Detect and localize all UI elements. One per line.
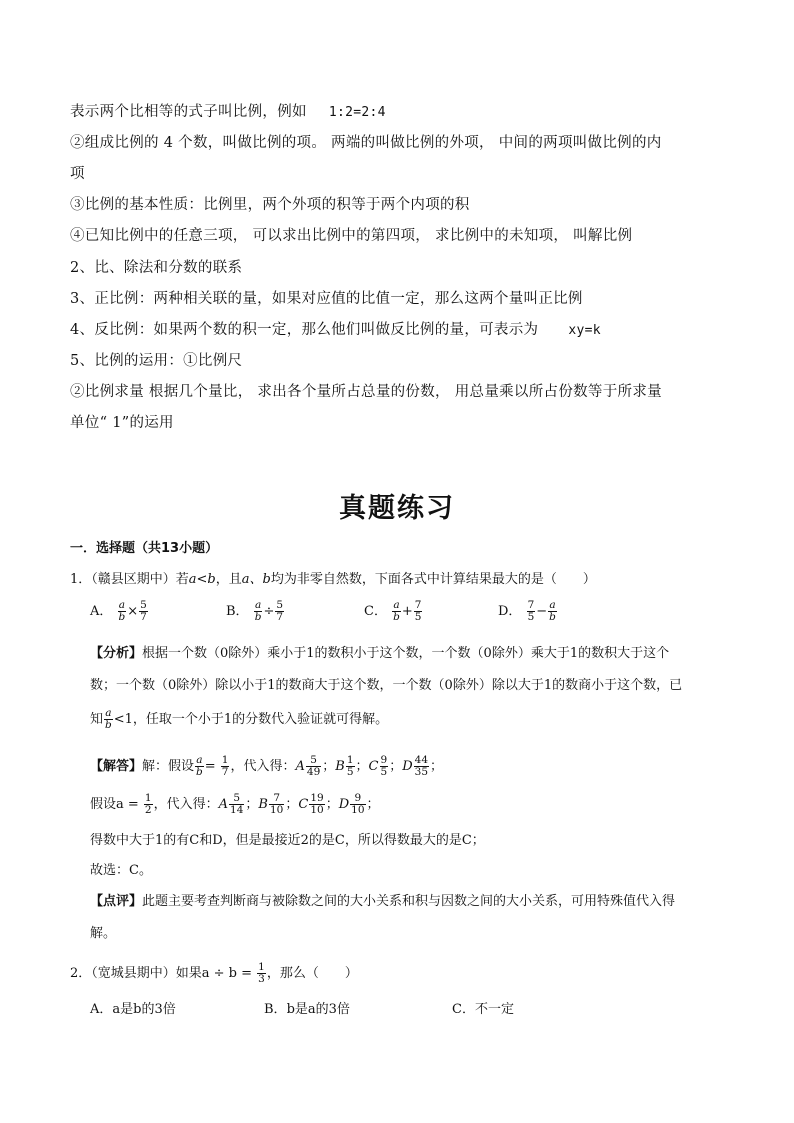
operator: − xyxy=(536,604,548,619)
q1-condition: a<b xyxy=(188,572,216,587)
kp-formula: xy=k xyxy=(568,323,601,338)
comment-label: 【点评】 xyxy=(90,894,143,909)
kp-text: 4、反比例：如果两个数的积一定，那么他们叫做反比例的量，可表示为 xyxy=(70,322,539,338)
fraction-a-b: $\frac{a}{b}$ xyxy=(254,599,262,623)
separator: ； xyxy=(366,797,380,812)
result-key: C xyxy=(368,759,379,774)
q1-answer-line-1 xyxy=(90,755,443,778)
fraction: $\frac{1}{3}$ xyxy=(258,961,265,985)
kp-line-5: ④已知比例中的任意三项， 可以求出比例中的第四项， 求比例中的未知项， 叫解比例 xyxy=(70,228,633,244)
fraction-a-b: $\frac{a}{b}$ xyxy=(118,599,126,623)
separator: ； xyxy=(285,797,299,812)
comment-text: 此题主要考查判断商与被除数之间的大小关系和积与因数之间的大小关系，可用特殊值代入得 xyxy=(142,894,676,909)
kp-line-11: 单位“ 1”的运用 xyxy=(70,415,174,431)
result-fraction: $\frac{9}{10}$ xyxy=(351,792,365,816)
q1-stem-pre: 1．（赣县区期中）若 xyxy=(70,572,189,587)
fraction: $\frac{5}{7}$ xyxy=(276,599,284,623)
fraction-a-b: $\frac{a}{b}$ xyxy=(105,707,112,731)
kp-line-1 xyxy=(70,102,386,123)
operator: + xyxy=(401,604,413,619)
q1-answer-line-2 xyxy=(90,793,380,816)
separator: ； xyxy=(325,797,339,812)
q1-analysis-line-3 xyxy=(90,708,388,731)
q1-stem-mid: ，且 xyxy=(215,572,242,587)
result-fraction: $\frac{9}{5}$ xyxy=(380,754,388,778)
option-label: B． xyxy=(226,604,249,619)
q1-comment-line-1 xyxy=(90,893,675,911)
operator: ÷ xyxy=(263,604,275,619)
separator: ； xyxy=(430,759,444,774)
answer-text: ，代入得： xyxy=(230,759,296,774)
fraction: $\frac{1}{2}$ xyxy=(144,792,152,816)
option-text: b是a的3倍 xyxy=(286,1002,350,1017)
kp-line-2: ②组成比例的 4 个数，叫做比例的项。 两端的叫做比例的外项， 中间的两项叫做比例的内 xyxy=(70,135,662,151)
result-key: C xyxy=(298,797,309,812)
page-title: 真题练习 xyxy=(339,493,455,524)
q2-option-b[interactable] xyxy=(264,998,350,1017)
q1-stem-post: 均为非零自然数，下面各式中计算结果最大的是（ ） xyxy=(270,572,596,587)
answer-text: 假设a = xyxy=(90,797,143,812)
q2-stem-post: ，那么（ ） xyxy=(266,966,358,981)
results-1 xyxy=(295,754,444,778)
result-key: B xyxy=(335,759,345,774)
option-label: D． xyxy=(498,604,522,619)
operator: × xyxy=(127,604,139,619)
option-label: B． xyxy=(264,1002,287,1017)
equals: = xyxy=(204,759,220,774)
kp-line-7: 3、正比例：两种相关联的量，如果对应值的比值一定，那么这两个量叫正比例 xyxy=(70,291,583,307)
analysis-text: 知 xyxy=(90,712,104,727)
fraction-a-b: $\frac{a}{b}$ xyxy=(393,599,400,623)
analysis-text: <1，任取一个小于1的分数代入验证就可得解。 xyxy=(113,712,389,727)
q1-option-d[interactable] xyxy=(498,600,558,623)
q2-stem xyxy=(70,962,358,985)
separator: ； xyxy=(389,759,403,774)
result-fraction: $\frac{5}{14}$ xyxy=(230,792,244,816)
result-key: A xyxy=(218,797,229,812)
answer-label: 【解答】 xyxy=(90,759,143,774)
q1-comment-line-2: 解。 xyxy=(90,926,117,941)
q2-stem-pre: 2．（宽城县期中）如果a ÷ b = xyxy=(70,966,257,981)
kp-line-4: ③比例的基本性质：比例里，两个外项的积等于两个内项的积 xyxy=(70,197,470,213)
result-fraction: $\frac{1}{5}$ xyxy=(346,754,354,778)
separator: ； xyxy=(245,797,259,812)
q1-answer-line-4: 故选：C。 xyxy=(90,863,152,878)
fraction: $\frac{7}{5}$ xyxy=(414,599,422,623)
fraction-a-b: $\frac{a}{b}$ xyxy=(196,754,203,778)
analysis-label: 【分析】 xyxy=(90,646,143,661)
kp-line-6: 2、比、除法和分数的联系 xyxy=(70,260,243,276)
q1-answer-line-3: 得数中大于1的有C和D，但是最接近2的是C，所以得数最大的是C； xyxy=(90,833,485,848)
option-label: A． xyxy=(90,1002,113,1017)
q1-option-c[interactable] xyxy=(364,600,423,623)
result-key: D xyxy=(402,759,413,774)
q1-analysis-line-2: 数；一个数（0除外）除以小于1的数商大于这个数，一个数（0除外）除以大于1的数商小于这个数，已 xyxy=(90,678,683,693)
section-heading: 一．选择题（共13小题） xyxy=(70,541,219,556)
q1-option-a[interactable] xyxy=(90,600,149,623)
result-key: D xyxy=(338,797,350,812)
q2-option-a[interactable] xyxy=(90,998,176,1017)
result-fraction: $\frac{5}{49}$ xyxy=(306,754,321,778)
kp-example: 1:2=2:4 xyxy=(328,105,386,120)
result-key: A xyxy=(295,759,305,774)
separator: ； xyxy=(355,759,369,774)
fraction-a-b: $\frac{a}{b}$ xyxy=(549,599,556,623)
q1-analysis-line-1 xyxy=(90,645,669,663)
fraction: $\frac{1}{7}$ xyxy=(221,754,229,778)
fraction: $\frac{7}{5}$ xyxy=(527,599,535,623)
option-label: C． xyxy=(364,604,387,619)
result-fraction: $\frac{19}{10}$ xyxy=(310,792,324,816)
result-fraction: $\frac{44}{35}$ xyxy=(414,754,429,778)
result-key: B xyxy=(258,797,268,812)
result-fraction: $\frac{7}{10}$ xyxy=(269,792,284,816)
kp-text: 表示两个比相等的式子叫比例，例如 xyxy=(70,104,307,120)
q1-option-b[interactable] xyxy=(226,600,285,623)
option-label: C． xyxy=(452,1002,475,1017)
answer-text: 解：假设 xyxy=(142,759,195,774)
q1-stem xyxy=(70,571,596,589)
separator: ； xyxy=(322,759,336,774)
answer-text: ，代入得： xyxy=(153,797,219,812)
kp-line-9: 5、比例的运用：①比例尺 xyxy=(70,353,243,369)
analysis-text: 根据一个数（0除外）乘小于1的数积小于这个数，一个数（0除外）乘大于1的数积大于这个 xyxy=(142,646,670,661)
results-2 xyxy=(218,792,380,816)
q2-option-c[interactable] xyxy=(452,998,514,1017)
option-text: a是b的3倍 xyxy=(112,1002,176,1017)
option-label: A． xyxy=(90,604,113,619)
kp-line-3: 项 xyxy=(70,166,85,182)
fraction: $\frac{5}{7}$ xyxy=(140,599,147,623)
kp-line-10: ②比例求量 根据几个量比， 求出各个量所占总量的份数， 用总量乘以所占份数等于所求量 xyxy=(70,384,662,400)
kp-line-8 xyxy=(70,320,601,341)
option-text: 不一定 xyxy=(474,1002,514,1017)
q1-vars: a、b xyxy=(241,572,271,587)
